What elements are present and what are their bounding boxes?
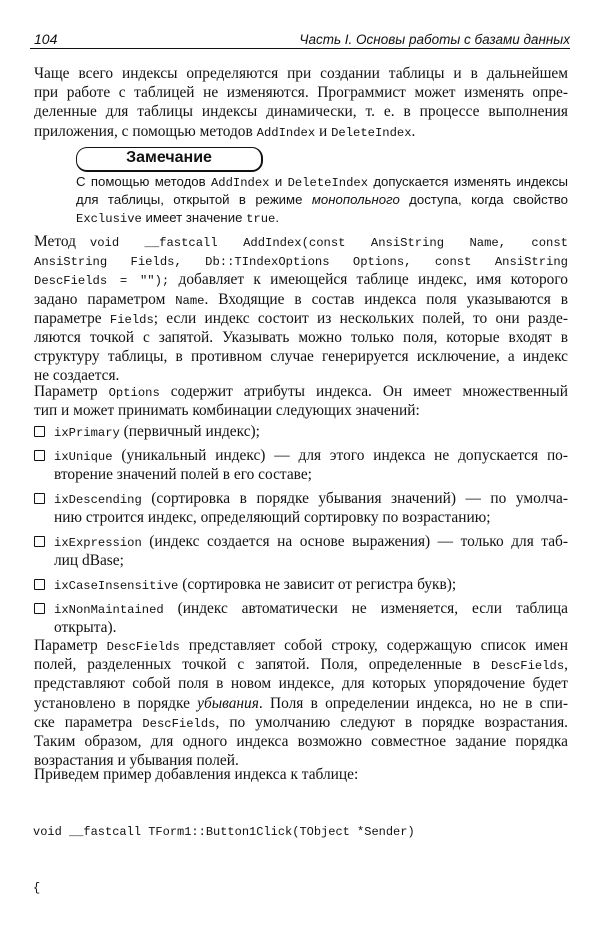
checkbox-bullet-icon: [34, 536, 45, 547]
text-line: представляют собой поля в новом индексе, для которых упорядочение будет: [34, 675, 568, 693]
text: ,: [564, 656, 568, 674]
text: (сортировка не зависит от регистра букв);: [178, 576, 457, 593]
text: добавляет к имеющейся таблице индекс, имя которого: [169, 271, 568, 289]
text-line: ляются точкой с запятой. Указывать можно только поля, которые входят в: [34, 328, 568, 346]
text-line: [54, 599, 568, 618]
text-line: деленные для таблицы индексы динамически, т. е. в процессе выполнения: [34, 103, 568, 121]
paragraph-example-intro: [34, 765, 568, 784]
note-line: [76, 209, 568, 227]
code-inline: DescFields: [142, 716, 216, 731]
text-line: Чаще всего индексы определяются при создании таблицы и в дальнейшем: [34, 65, 568, 82]
code-inline: true: [246, 212, 276, 226]
code-inline: Fields: [109, 312, 154, 327]
note-label: Замечание: [126, 149, 212, 166]
text-line: [34, 655, 568, 674]
paragraph-addindex: [34, 232, 568, 386]
text: содержит атрибуты индекса. Он имеет множественный: [159, 383, 568, 400]
text-line: структуру таблицы, в противном случае генерируется исключение, а индекс: [34, 348, 568, 366]
note-body: [76, 173, 568, 227]
code-inline: Options: [108, 386, 160, 400]
text-line: тип и может принимать комбинации следующих значений:: [34, 402, 420, 420]
paragraph-intro: [34, 64, 568, 141]
text-line: Приведем пример добавления индекса к таблице:: [34, 766, 359, 783]
text-line: при работе с таблицей не изменяются. Программист может изменять опре-: [34, 84, 568, 102]
code-inline: AnsiString Fields, Db::TIndexOptions Options, const AnsiString: [34, 255, 568, 270]
text-line: [34, 290, 568, 309]
code-listing: [33, 787, 415, 933]
text-line: вторение значений полей в его составе;: [54, 466, 312, 484]
text: . Поля в определении индекса, но не в спи-: [258, 694, 568, 712]
code-inline: Name: [175, 293, 205, 308]
text: доступа, когда свойство: [399, 192, 568, 207]
code-inline: ixExpression: [54, 536, 142, 550]
checkbox-bullet-icon: [34, 603, 45, 614]
running-title: Часть I. Основы работы с базами данных: [299, 32, 570, 47]
emphasis: убывания: [197, 694, 259, 712]
text: (сортировка в порядке убывания значений) — по умолча-: [141, 490, 568, 507]
text-line: Таким образом, для одного индекса возможно совместное задание порядка: [34, 732, 568, 750]
text: и: [269, 174, 288, 189]
text-line: открыта).: [54, 619, 117, 637]
checkbox-bullet-icon: [34, 579, 45, 590]
code-inline: DeleteIndex: [331, 125, 412, 140]
note-line: [76, 191, 568, 209]
code-inline: ixNonMaintained: [54, 603, 164, 617]
text: имеет значение: [141, 210, 247, 225]
code-inline: DeleteIndex: [287, 176, 369, 190]
code-inline: ixDescending: [54, 493, 142, 507]
text-line: [54, 489, 568, 508]
checkbox-bullet-icon: [34, 426, 45, 437]
text: параметре: [34, 309, 110, 327]
text: ; если индекс состоит из нескольких полей, то они разде-: [153, 309, 568, 327]
text-line: [54, 532, 568, 551]
text-line: нию строится индекс, определяющий сортировку по возрастанию;: [54, 509, 491, 527]
text-line: [34, 713, 568, 732]
text-line: не создается.: [34, 367, 120, 385]
text-line: [34, 251, 568, 270]
code-line: void __fastcall TForm1::Button1Click(TObject *Sender): [33, 825, 415, 839]
code-inline: AddIndex: [256, 125, 316, 140]
running-header: [31, 30, 570, 50]
text: допускается изменять индексы: [368, 174, 568, 189]
text: Параметр: [34, 383, 109, 400]
checkbox-bullet-icon: [34, 450, 45, 461]
text: для таблицы, открытой в режиме: [76, 192, 312, 207]
code-inline: AddIndex: [210, 176, 270, 190]
code-line: {: [33, 881, 41, 895]
text-line: [34, 270, 568, 289]
text: представляет собой строку, содержащую список имен: [179, 637, 568, 654]
text: (уникальный индекс) — для этого индекса не допускается по-: [112, 447, 568, 464]
text: задано параметром: [34, 290, 176, 308]
code-inline: DescFields = "");: [34, 274, 170, 289]
header-rule: [30, 48, 570, 49]
text-line: лиц dBase;: [54, 552, 124, 570]
text-line: возрастания и убывания полей.: [34, 752, 239, 770]
text-line: [34, 636, 568, 655]
text-line: [54, 422, 568, 441]
checkbox-bullet-icon: [34, 493, 45, 504]
text: Параметр: [34, 637, 107, 654]
text-line: [34, 309, 568, 328]
text: . Входящие в состав индекса поля указываются в: [204, 290, 568, 308]
text: установлено в порядке: [34, 694, 198, 712]
code-inline: void __fastcall AddIndex(const AnsiString Name, const: [89, 236, 568, 250]
note-label-box: [76, 147, 263, 172]
emphasis: монопольного: [311, 192, 400, 207]
text-line: [34, 694, 568, 713]
text: С помощью методов: [76, 174, 211, 189]
text-line: [34, 382, 568, 401]
text: приложения, с помощью методов: [34, 122, 257, 140]
code-inline: ixCaseInsensitive: [54, 579, 179, 593]
paragraph-descfields: [34, 636, 568, 770]
code-inline: DescFields: [106, 640, 180, 654]
code-inline: DescFields: [491, 659, 565, 674]
code-inline: ixPrimary: [54, 426, 120, 440]
text: Метод: [34, 233, 90, 250]
code-inline: Exclusive: [76, 212, 142, 226]
note-line: [76, 173, 568, 191]
text-line: [54, 575, 568, 594]
text: ске параметра: [34, 713, 143, 731]
text: (первичный индекс);: [119, 423, 260, 440]
text: полей, разделенных точкой с запятой. Поля, определенные в: [34, 656, 491, 674]
text: (индекс автоматически не изменяется, если таблица: [163, 600, 568, 617]
text: .: [411, 122, 416, 140]
paragraph-options: [34, 382, 568, 420]
text: , по умолчанию следуют в порядке возрастания.: [215, 713, 568, 731]
text: .: [275, 210, 280, 225]
page-number: 104: [34, 31, 58, 47]
code-inline: ixUnique: [54, 450, 113, 464]
text: и: [315, 122, 332, 140]
text-line: [34, 232, 568, 251]
text: (индекс создается на основе выражения) — только для таб-: [141, 533, 568, 550]
text-line: [34, 122, 568, 141]
text-line: [54, 446, 568, 465]
